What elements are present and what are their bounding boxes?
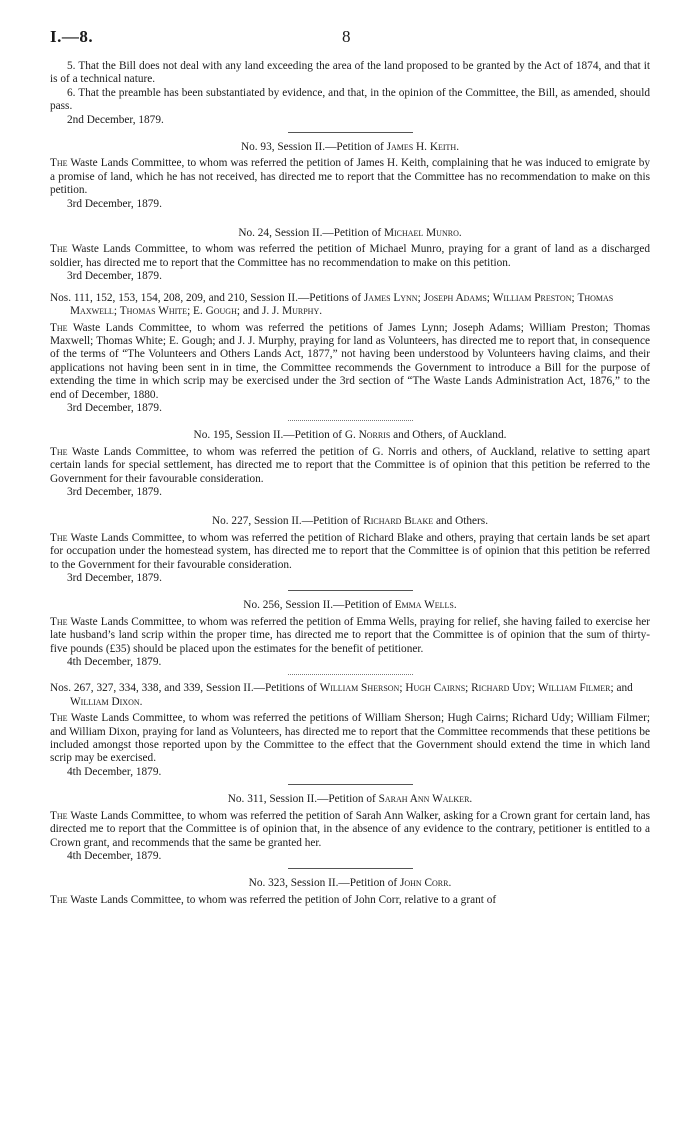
- petition-report: The Waste Lands Committee, to whom was referred the petition of Emma Wells, praying for relief, she having failed to exercise her late husband’s land scrip within the proper time, has directed me to report that the Committee is of opinion that the sum of thirty-five pounds (£35) should be placed upon the estimates for the benefit of petitioner.: [50, 615, 650, 655]
- petition-report: The Waste Lands Committee, to whom was referred the petition of G. Norris and others, of Auckland, relative to setting apart certain lands for special settlement, has directed me to report that the Committee is of opinion that this petition be referred to the Government for their favourable consideration.: [50, 445, 650, 485]
- page-header: [50, 27, 650, 52]
- petition-title: Nos. 267, 327, 334, 338, and 339, Session II.—Petitions of William Sherson; Hugh Cairns; Richard Udy; William Filmer; and William Dixon.: [50, 682, 633, 708]
- petition-section: [50, 793, 650, 863]
- petition-title: No. 256, Session II.—Petition of Emma Wells.: [243, 599, 457, 612]
- petition-report: The Waste Lands Committee, to whom was referred the petition of Michael Munro, praying for a grant of land as a discharged soldier, has directed me to report that the Committee has no recommendation to make on this petition.: [50, 243, 650, 269]
- date-line: 4th December, 1879.: [67, 765, 162, 778]
- petition-section: [50, 227, 650, 284]
- petition-title: No. 24, Session II.—Petition of Michael Munro.: [238, 227, 462, 240]
- petition-report: The Waste Lands Committee, to whom was referred the petitions of James Lynn; Joseph Adams; William Preston; Thomas Maxwell; Thomas White; E. Gough; and J. J. Murphy, praying for land as Volunteers, has directed me to report that, in consequence of the terms of “The Volunteers and Others Lands Act, 1877,” not having been understood by Volunteers having claims, and their applications not having been sent in in time, the Committee recommends the Government to introduce a Bill for the purpose of extending the time in which scrip may be exercised under the 3rd section of “The Waste Lands Administration Act, 1876,” to the end of December, 1880.: [50, 321, 650, 401]
- petition-title: No. 323, Session II.—Petition of John Corr.: [248, 877, 452, 890]
- petition-report: The Waste Lands Committee, to whom was referred the petition of James H. Keith, complaining that he was induced to emigrate by a promise of land, which he has not received, has directed me to report that the Committee has no recommendation to make on this petition.: [50, 157, 650, 197]
- petition-section: [50, 515, 650, 585]
- section-spacer: [50, 499, 650, 507]
- petition-section: [50, 682, 650, 779]
- date-line: 3rd December, 1879.: [67, 401, 162, 414]
- petition-title: No. 93, Session II.—Petition of James H. Keith.: [240, 141, 460, 154]
- section-divider: [288, 674, 413, 675]
- petition-report: The Waste Lands Committee, to whom was referred the petition of Sarah Ann Walker, asking for a Crown grant for certain land, has directed me to report that the Committee is of opinion that, in the absence of any evidence to the contrary, petitioner is entitled to a Crown grant, and recommends that the same be granted her.: [50, 809, 650, 849]
- date-line: 2nd December, 1879.: [67, 113, 164, 126]
- petition-title: Nos. 111, 152, 153, 154, 208, 209, and 210, Session II.—Petitions of James Lynn; Joseph Adams; William Preston; Thomas Maxwell; Thomas White; E. Gough; and J. J. Murphy.: [50, 291, 614, 318]
- date-line: 4th December, 1879.: [67, 849, 162, 862]
- petition-section: [50, 877, 650, 907]
- date-line: 3rd December, 1879.: [67, 485, 162, 498]
- section-divider: [288, 868, 413, 869]
- paragraph-5: 5. That the Bill does not deal with any land exceeding the area of the land proposed to be granted by the Act of 1874, and that it is of a technical nature.: [50, 60, 650, 86]
- document-reference: I.—8.: [50, 27, 94, 46]
- section-divider: [288, 132, 413, 133]
- petition-section: [50, 429, 650, 499]
- section-divider: [288, 590, 413, 591]
- section-divider: [288, 784, 413, 785]
- petition-report: The Waste Lands Committee, to whom was referred the petition of Richard Blake and others, praying that certain lands be set apart for occupation under the homestead system, has directed me to report that the Committee is of opinion that this petition be referred to the Government for their favourable consideration.: [50, 531, 650, 571]
- petition-title: No. 195, Session II.—Petition of G. Norris and Others, of Auckland.: [193, 429, 507, 442]
- paragraph-6: 6. That the preamble has been substantiated by evidence, and that, in the opinion of the Committee, the Bill, as amended, should pass.: [50, 86, 650, 113]
- section-spacer: [50, 211, 650, 219]
- petition-title: No. 311, Session II.—Petition of Sarah Ann Walker.: [227, 793, 473, 806]
- date-line: 3rd December, 1879.: [67, 197, 162, 210]
- date-line: 3rd December, 1879.: [67, 270, 162, 283]
- section-divider: [288, 420, 413, 421]
- section-spacer: [50, 284, 650, 292]
- petition-section: [50, 599, 650, 669]
- petition-section: [50, 292, 650, 416]
- petition-report: The Waste Lands Committee, to whom was referred the petition of John Corr, relative to a grant of: [50, 893, 497, 906]
- intro-section: [50, 60, 650, 127]
- date-line: 4th December, 1879.: [67, 656, 162, 669]
- petition-report: The Waste Lands Committee, to whom was referred the petitions of William Sherson; Hugh Cairns; Richard Udy; William Filmer; and William Dixon, praying for land as Volunteers, has directed me to report that the Committee recommends that these petitions be included amongst those reported upon by the Committee to the effect that the Government should extend the time in which land scrip may be exercised.: [50, 712, 650, 765]
- page-number: 8: [342, 27, 351, 46]
- petition-title: No. 227, Session II.—Petition of Richard Blake and Others.: [211, 515, 489, 528]
- petition-section: [50, 141, 650, 211]
- date-line: 3rd December, 1879.: [67, 572, 162, 584]
- page-content: [50, 60, 650, 907]
